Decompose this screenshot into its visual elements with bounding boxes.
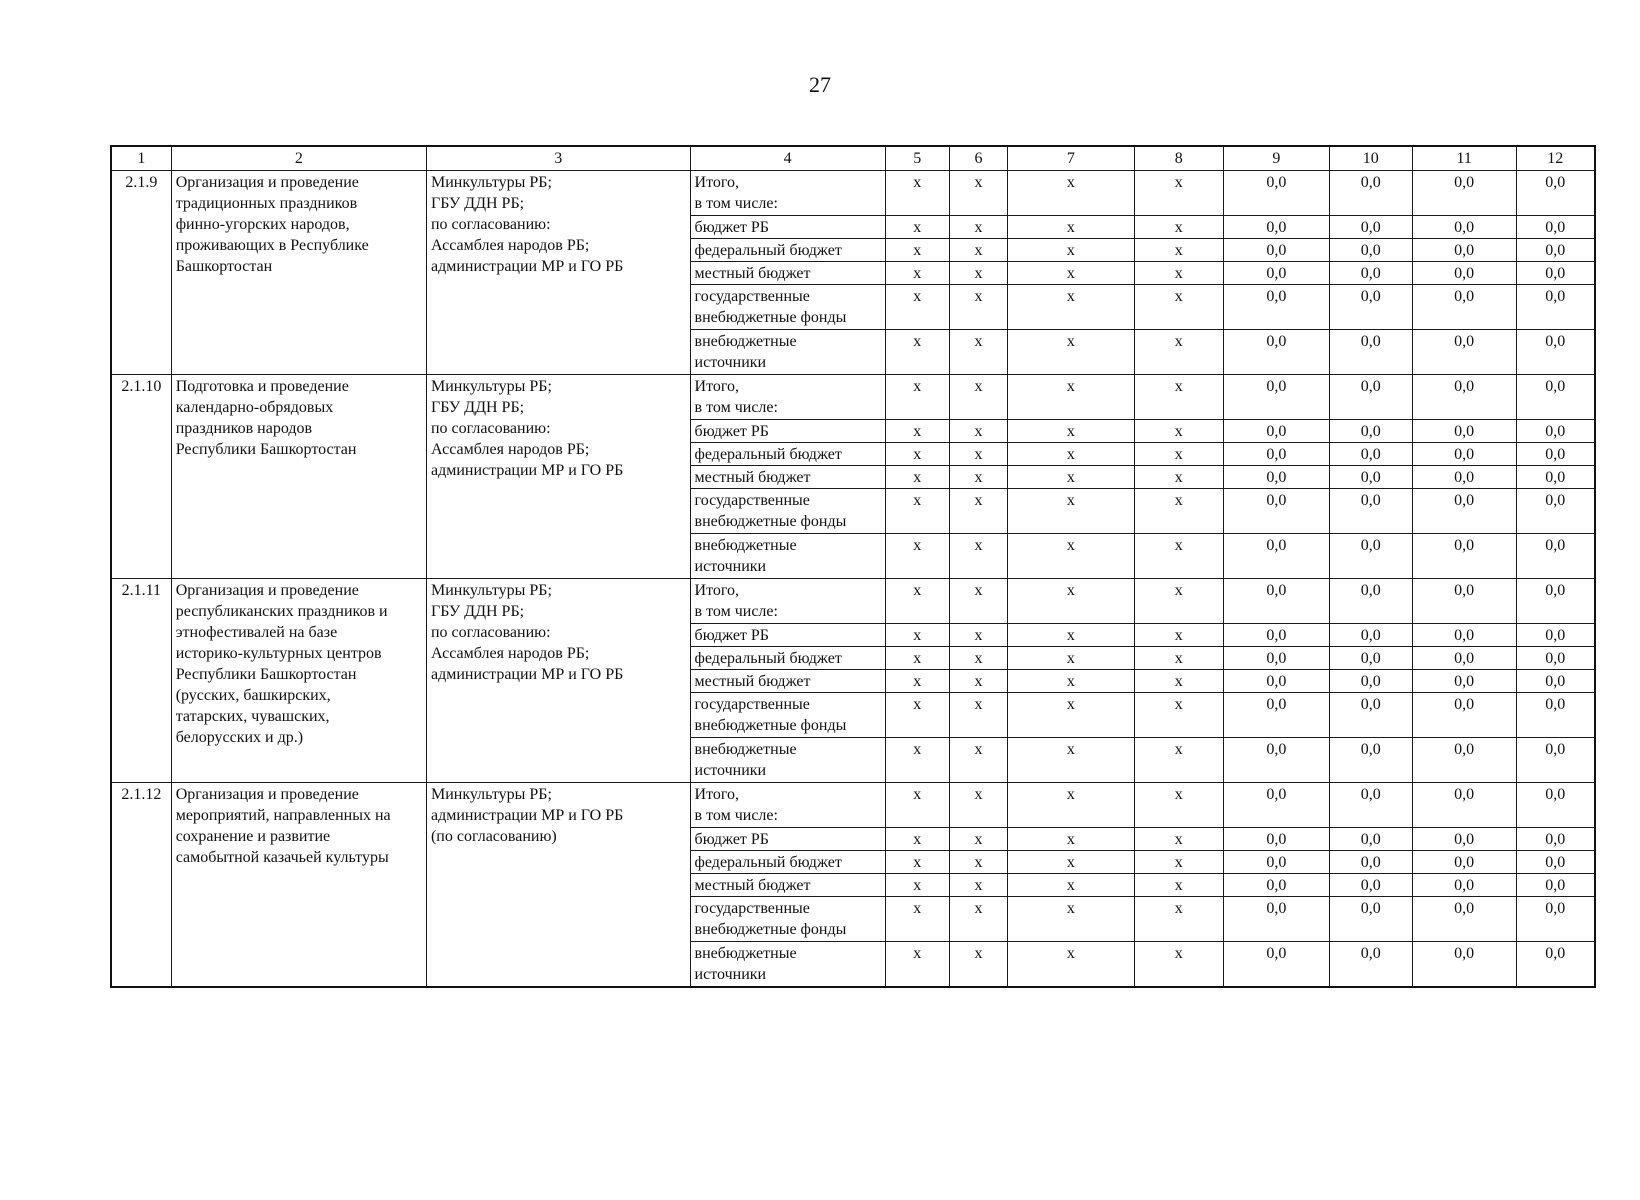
not-applicable-cell: х [949, 171, 1007, 216]
funding-source: местный бюджет [690, 874, 885, 897]
funding-source: Итого, в том числе: [690, 579, 885, 624]
funding-source: Итого, в том числе: [690, 783, 885, 828]
not-applicable-cell: х [1008, 466, 1135, 489]
funding-source: бюджет РБ [690, 216, 885, 239]
column-header: 1 [111, 146, 171, 171]
table-row [111, 171, 1595, 216]
amount-cell: 0,0 [1329, 443, 1412, 466]
amount-cell: 0,0 [1412, 466, 1516, 489]
funding-source: Итого, в том числе: [690, 171, 885, 216]
not-applicable-cell: х [1134, 874, 1223, 897]
amount-cell: 0,0 [1516, 783, 1595, 828]
amount-cell: 0,0 [1516, 851, 1595, 874]
amount-cell: 0,0 [1516, 738, 1595, 783]
funding-source: государственные внебюджетные фонды [690, 693, 885, 738]
not-applicable-cell: х [949, 670, 1007, 693]
amount-cell: 0,0 [1412, 375, 1516, 420]
not-applicable-cell: х [1008, 262, 1135, 285]
amount-cell: 0,0 [1329, 942, 1412, 987]
table-row [111, 579, 1595, 624]
not-applicable-cell: х [949, 738, 1007, 783]
amount-cell: 0,0 [1516, 443, 1595, 466]
not-applicable-cell: х [885, 216, 949, 239]
amount-cell: 0,0 [1223, 171, 1329, 216]
amount-cell: 0,0 [1516, 624, 1595, 647]
amount-cell: 0,0 [1412, 420, 1516, 443]
not-applicable-cell: х [949, 239, 1007, 262]
funding-source: федеральный бюджет [690, 239, 885, 262]
amount-cell: 0,0 [1412, 239, 1516, 262]
funding-source: бюджет РБ [690, 828, 885, 851]
page-number: 27 [809, 72, 831, 97]
amount-cell: 0,0 [1329, 285, 1412, 330]
amount-cell: 0,0 [1223, 466, 1329, 489]
not-applicable-cell: х [1008, 828, 1135, 851]
not-applicable-cell: х [1134, 783, 1223, 828]
amount-cell: 0,0 [1329, 466, 1412, 489]
funding-source: государственные внебюджетные фонды [690, 897, 885, 942]
amount-cell: 0,0 [1516, 534, 1595, 579]
not-applicable-cell: х [1008, 285, 1135, 330]
amount-cell: 0,0 [1516, 489, 1595, 534]
column-header: 6 [949, 146, 1007, 171]
amount-cell: 0,0 [1412, 693, 1516, 738]
measure-number: 2.1.10 [111, 375, 171, 579]
amount-cell: 0,0 [1223, 851, 1329, 874]
column-header: 2 [171, 146, 426, 171]
amount-cell: 0,0 [1516, 330, 1595, 375]
amount-cell: 0,0 [1329, 330, 1412, 375]
amount-cell: 0,0 [1516, 670, 1595, 693]
measure-name: Организация и проведение республиканских праздников и этнофестивалей на базе историко-культурных центров Республики Башкортостан (русских, башкирских, татарских, чувашских, белорусских и др.) [171, 579, 426, 783]
funding-source: местный бюджет [690, 670, 885, 693]
amount-cell: 0,0 [1412, 579, 1516, 624]
amount-cell: 0,0 [1329, 216, 1412, 239]
not-applicable-cell: х [885, 579, 949, 624]
amount-cell: 0,0 [1412, 262, 1516, 285]
not-applicable-cell: х [1134, 670, 1223, 693]
amount-cell: 0,0 [1329, 897, 1412, 942]
amount-cell: 0,0 [1412, 624, 1516, 647]
not-applicable-cell: х [949, 693, 1007, 738]
amount-cell: 0,0 [1412, 783, 1516, 828]
amount-cell: 0,0 [1329, 670, 1412, 693]
not-applicable-cell: х [949, 942, 1007, 987]
funding-source: внебюджетные источники [690, 534, 885, 579]
amount-cell: 0,0 [1223, 579, 1329, 624]
amount-cell: 0,0 [1516, 897, 1595, 942]
not-applicable-cell: х [885, 443, 949, 466]
not-applicable-cell: х [1008, 851, 1135, 874]
amount-cell: 0,0 [1412, 897, 1516, 942]
not-applicable-cell: х [1008, 330, 1135, 375]
not-applicable-cell: х [885, 874, 949, 897]
amount-cell: 0,0 [1223, 874, 1329, 897]
funding-source: федеральный бюджет [690, 851, 885, 874]
amount-cell: 0,0 [1412, 330, 1516, 375]
amount-cell: 0,0 [1516, 942, 1595, 987]
not-applicable-cell: х [885, 262, 949, 285]
executor: Минкультуры РБ; ГБУ ДДН РБ; по согласованию: Ассамблея народов РБ; администрации МР и ГО РБ [426, 579, 690, 783]
amount-cell: 0,0 [1412, 534, 1516, 579]
amount-cell: 0,0 [1412, 851, 1516, 874]
not-applicable-cell: х [885, 330, 949, 375]
not-applicable-cell: х [885, 783, 949, 828]
funding-source: федеральный бюджет [690, 647, 885, 670]
not-applicable-cell: х [1134, 420, 1223, 443]
amount-cell: 0,0 [1223, 670, 1329, 693]
amount-cell: 0,0 [1516, 420, 1595, 443]
executor: Минкультуры РБ; администрации МР и ГО РБ (по согласованию) [426, 783, 690, 987]
not-applicable-cell: х [1134, 171, 1223, 216]
not-applicable-cell: х [949, 330, 1007, 375]
amount-cell: 0,0 [1412, 738, 1516, 783]
not-applicable-cell: х [885, 466, 949, 489]
not-applicable-cell: х [1008, 489, 1135, 534]
not-applicable-cell: х [949, 579, 1007, 624]
not-applicable-cell: х [949, 375, 1007, 420]
funding-source: бюджет РБ [690, 624, 885, 647]
not-applicable-cell: х [949, 851, 1007, 874]
amount-cell: 0,0 [1329, 647, 1412, 670]
executor: Минкультуры РБ; ГБУ ДДН РБ; по согласованию: Ассамблея народов РБ; администрации МР и ГО РБ [426, 171, 690, 375]
not-applicable-cell: х [885, 489, 949, 534]
column-header: 8 [1134, 146, 1223, 171]
funding-source: бюджет РБ [690, 420, 885, 443]
funding-source: федеральный бюджет [690, 443, 885, 466]
not-applicable-cell: х [1008, 443, 1135, 466]
not-applicable-cell: х [1134, 897, 1223, 942]
not-applicable-cell: х [1134, 285, 1223, 330]
amount-cell: 0,0 [1223, 443, 1329, 466]
not-applicable-cell: х [1134, 624, 1223, 647]
funding-source: местный бюджет [690, 466, 885, 489]
funding-source: местный бюджет [690, 262, 885, 285]
not-applicable-cell: х [1134, 489, 1223, 534]
measure-number: 2.1.9 [111, 171, 171, 375]
amount-cell: 0,0 [1223, 693, 1329, 738]
amount-cell: 0,0 [1412, 942, 1516, 987]
not-applicable-cell: х [1134, 647, 1223, 670]
amount-cell: 0,0 [1223, 783, 1329, 828]
amount-cell: 0,0 [1329, 828, 1412, 851]
amount-cell: 0,0 [1223, 942, 1329, 987]
column-header: 7 [1008, 146, 1135, 171]
not-applicable-cell: х [1008, 239, 1135, 262]
amount-cell: 0,0 [1329, 693, 1412, 738]
amount-cell: 0,0 [1412, 670, 1516, 693]
not-applicable-cell: х [885, 647, 949, 670]
funding-source: государственные внебюджетные фонды [690, 489, 885, 534]
not-applicable-cell: х [1134, 375, 1223, 420]
table-row [111, 375, 1595, 420]
measure-number: 2.1.11 [111, 579, 171, 783]
amount-cell: 0,0 [1223, 738, 1329, 783]
amount-cell: 0,0 [1329, 420, 1412, 443]
not-applicable-cell: х [1008, 738, 1135, 783]
not-applicable-cell: х [949, 420, 1007, 443]
amount-cell: 0,0 [1412, 285, 1516, 330]
amount-cell: 0,0 [1516, 874, 1595, 897]
not-applicable-cell: х [1008, 171, 1135, 216]
column-number-row [111, 146, 1595, 171]
not-applicable-cell: х [949, 489, 1007, 534]
not-applicable-cell: х [885, 897, 949, 942]
amount-cell: 0,0 [1516, 262, 1595, 285]
not-applicable-cell: х [885, 375, 949, 420]
not-applicable-cell: х [1134, 693, 1223, 738]
measure-name: Подготовка и проведение календарно-обрядовых праздников народов Республики Башкортостан [171, 375, 426, 579]
not-applicable-cell: х [1008, 579, 1135, 624]
amount-cell: 0,0 [1516, 285, 1595, 330]
funding-table [110, 145, 1596, 988]
amount-cell: 0,0 [1329, 375, 1412, 420]
not-applicable-cell: х [1008, 693, 1135, 738]
not-applicable-cell: х [885, 624, 949, 647]
not-applicable-cell: х [949, 647, 1007, 670]
column-header: 9 [1223, 146, 1329, 171]
not-applicable-cell: х [1008, 534, 1135, 579]
amount-cell: 0,0 [1329, 851, 1412, 874]
amount-cell: 0,0 [1412, 828, 1516, 851]
amount-cell: 0,0 [1223, 330, 1329, 375]
not-applicable-cell: х [1008, 624, 1135, 647]
not-applicable-cell: х [885, 239, 949, 262]
amount-cell: 0,0 [1223, 534, 1329, 579]
amount-cell: 0,0 [1516, 693, 1595, 738]
not-applicable-cell: х [1008, 670, 1135, 693]
measure-name: Организация и проведение мероприятий, направленных на сохранение и развитие самобытной казачьей культуры [171, 783, 426, 987]
not-applicable-cell: х [885, 285, 949, 330]
funding-source: внебюджетные источники [690, 330, 885, 375]
not-applicable-cell: х [885, 171, 949, 216]
measure-name: Организация и проведение традиционных праздников финно-угорских народов, проживающих в Республике Башкортостан [171, 171, 426, 375]
not-applicable-cell: х [885, 693, 949, 738]
amount-cell: 0,0 [1516, 171, 1595, 216]
not-applicable-cell: х [949, 466, 1007, 489]
funding-source: государственные внебюджетные фонды [690, 285, 885, 330]
amount-cell: 0,0 [1223, 647, 1329, 670]
not-applicable-cell: х [949, 828, 1007, 851]
not-applicable-cell: х [885, 420, 949, 443]
not-applicable-cell: х [1008, 897, 1135, 942]
amount-cell: 0,0 [1329, 534, 1412, 579]
not-applicable-cell: х [1134, 738, 1223, 783]
amount-cell: 0,0 [1516, 579, 1595, 624]
not-applicable-cell: х [949, 534, 1007, 579]
funding-source: внебюджетные источники [690, 942, 885, 987]
amount-cell: 0,0 [1412, 171, 1516, 216]
not-applicable-cell: х [1008, 216, 1135, 239]
not-applicable-cell: х [885, 534, 949, 579]
amount-cell: 0,0 [1223, 375, 1329, 420]
amount-cell: 0,0 [1516, 239, 1595, 262]
column-header: 5 [885, 146, 949, 171]
not-applicable-cell: х [949, 262, 1007, 285]
amount-cell: 0,0 [1516, 375, 1595, 420]
not-applicable-cell: х [1134, 330, 1223, 375]
not-applicable-cell: х [1008, 942, 1135, 987]
executor: Минкультуры РБ; ГБУ ДДН РБ; по согласованию: Ассамблея народов РБ; администрации МР и ГО РБ [426, 375, 690, 579]
not-applicable-cell: х [1008, 874, 1135, 897]
not-applicable-cell: х [949, 443, 1007, 466]
amount-cell: 0,0 [1329, 874, 1412, 897]
amount-cell: 0,0 [1516, 647, 1595, 670]
amount-cell: 0,0 [1329, 489, 1412, 534]
amount-cell: 0,0 [1329, 262, 1412, 285]
not-applicable-cell: х [949, 897, 1007, 942]
not-applicable-cell: х [885, 942, 949, 987]
not-applicable-cell: х [949, 285, 1007, 330]
not-applicable-cell: х [1134, 443, 1223, 466]
amount-cell: 0,0 [1329, 171, 1412, 216]
not-applicable-cell: х [885, 738, 949, 783]
not-applicable-cell: х [1134, 579, 1223, 624]
amount-cell: 0,0 [1223, 216, 1329, 239]
column-header: 11 [1412, 146, 1516, 171]
amount-cell: 0,0 [1329, 738, 1412, 783]
amount-cell: 0,0 [1516, 466, 1595, 489]
amount-cell: 0,0 [1412, 489, 1516, 534]
not-applicable-cell: х [1008, 420, 1135, 443]
amount-cell: 0,0 [1223, 262, 1329, 285]
amount-cell: 0,0 [1329, 239, 1412, 262]
not-applicable-cell: х [949, 216, 1007, 239]
measure-number: 2.1.12 [111, 783, 171, 987]
not-applicable-cell: х [1134, 239, 1223, 262]
funding-source: Итого, в том числе: [690, 375, 885, 420]
column-header: 10 [1329, 146, 1412, 171]
not-applicable-cell: х [1134, 851, 1223, 874]
amount-cell: 0,0 [1223, 285, 1329, 330]
amount-cell: 0,0 [1412, 443, 1516, 466]
not-applicable-cell: х [1008, 783, 1135, 828]
amount-cell: 0,0 [1412, 874, 1516, 897]
not-applicable-cell: х [1134, 262, 1223, 285]
column-header: 12 [1516, 146, 1595, 171]
not-applicable-cell: х [949, 624, 1007, 647]
not-applicable-cell: х [1008, 647, 1135, 670]
not-applicable-cell: х [949, 874, 1007, 897]
amount-cell: 0,0 [1516, 216, 1595, 239]
amount-cell: 0,0 [1412, 216, 1516, 239]
amount-cell: 0,0 [1223, 897, 1329, 942]
amount-cell: 0,0 [1223, 828, 1329, 851]
amount-cell: 0,0 [1329, 783, 1412, 828]
not-applicable-cell: х [949, 783, 1007, 828]
not-applicable-cell: х [1008, 375, 1135, 420]
not-applicable-cell: х [1134, 942, 1223, 987]
amount-cell: 0,0 [1223, 420, 1329, 443]
column-header: 3 [426, 146, 690, 171]
amount-cell: 0,0 [1223, 239, 1329, 262]
not-applicable-cell: х [885, 828, 949, 851]
amount-cell: 0,0 [1329, 624, 1412, 647]
amount-cell: 0,0 [1516, 828, 1595, 851]
not-applicable-cell: х [885, 851, 949, 874]
amount-cell: 0,0 [1223, 489, 1329, 534]
amount-cell: 0,0 [1412, 647, 1516, 670]
not-applicable-cell: х [1134, 534, 1223, 579]
amount-cell: 0,0 [1223, 624, 1329, 647]
column-header: 4 [690, 146, 885, 171]
funding-source: внебюджетные источники [690, 738, 885, 783]
not-applicable-cell: х [1134, 828, 1223, 851]
not-applicable-cell: х [885, 670, 949, 693]
amount-cell: 0,0 [1329, 579, 1412, 624]
not-applicable-cell: х [1134, 466, 1223, 489]
table-row [111, 783, 1595, 828]
not-applicable-cell: х [1134, 216, 1223, 239]
